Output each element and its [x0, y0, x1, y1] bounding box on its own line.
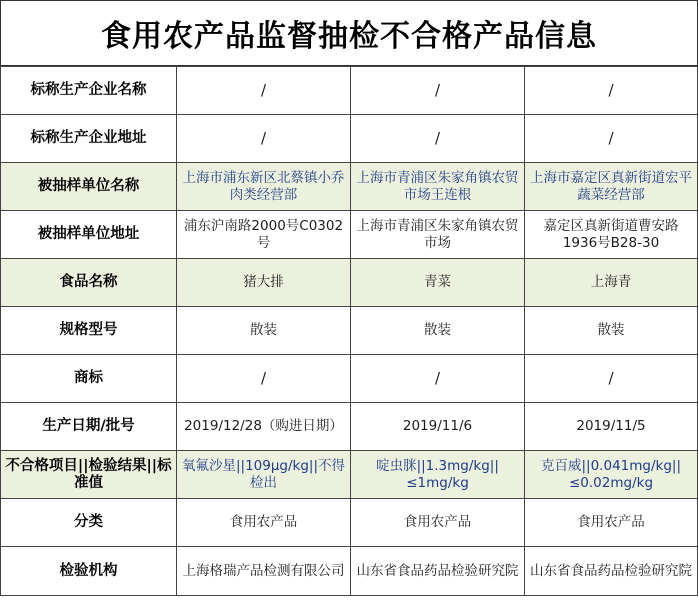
table-cell: 猪大排 [177, 259, 351, 307]
row-label: 被抽样单位地址 [1, 211, 177, 259]
table-cell: 食用农产品 [351, 499, 525, 547]
table-cell: 食用农产品 [177, 499, 351, 547]
table-cell: / [351, 67, 525, 115]
row-label: 被抽样单位名称 [1, 163, 177, 211]
table-row [1, 403, 698, 451]
table-cell: 散装 [351, 307, 525, 355]
row-label: 标称生产企业名称 [1, 67, 177, 115]
table-cell: / [525, 355, 698, 403]
table-cell: 上海市青浦区朱家角镇农贸市场 [351, 211, 525, 259]
table-cell: 2019/11/5 [525, 403, 698, 451]
table-cell: / [351, 355, 525, 403]
table-cell: 上海市嘉定区真新街道宏平蔬菜经营部 [525, 163, 698, 211]
page-title: 食用农产品监督抽检不合格产品信息 [0, 0, 698, 66]
table-cell: 啶虫脒||1.3mg/kg||≤1mg/kg [351, 451, 525, 499]
table-cell: 氧氟沙星||109μg/kg||不得检出 [177, 451, 351, 499]
table-row [1, 547, 698, 596]
row-label: 商标 [1, 355, 177, 403]
table-cell: 嘉定区真新街道曹安路1936号B28-30 [525, 211, 698, 259]
table-cell: / [177, 67, 351, 115]
table-cell: 2019/11/6 [351, 403, 525, 451]
table-cell: 上海市浦东新区北蔡镇小乔肉类经营部 [177, 163, 351, 211]
table-row [1, 307, 698, 355]
table-row [1, 211, 698, 259]
table-cell: / [525, 67, 698, 115]
row-label: 标称生产企业地址 [1, 115, 177, 163]
table-cell: 上海青 [525, 259, 698, 307]
table-cell: 克百威||0.041mg/kg||≤0.02mg/kg [525, 451, 698, 499]
table-row [1, 115, 698, 163]
table-row [1, 67, 698, 115]
table-cell: 2019/12/28（购进日期） [177, 403, 351, 451]
table-cell: 食用农产品 [525, 499, 698, 547]
table-row [1, 451, 698, 499]
table-cell: 散装 [177, 307, 351, 355]
table-row [1, 499, 698, 547]
row-label: 规格型号 [1, 307, 177, 355]
table-cell: 山东省食品药品检验研究院 [525, 547, 698, 596]
row-label: 食品名称 [1, 259, 177, 307]
info-table [0, 66, 698, 596]
table-cell: 散装 [525, 307, 698, 355]
table-row [1, 259, 698, 307]
row-label: 检验机构 [1, 547, 177, 596]
table-row [1, 163, 698, 211]
table-cell: / [351, 115, 525, 163]
table-cell: 青菜 [351, 259, 525, 307]
row-label: 分类 [1, 499, 177, 547]
table-cell: 上海格瑞产品检测有限公司 [177, 547, 351, 596]
table-cell: / [177, 355, 351, 403]
table-cell: 山东省食品药品检验研究院 [351, 547, 525, 596]
table-cell: 浦东沪南路2000号C0302号 [177, 211, 351, 259]
table-cell: 上海市青浦区朱家角镇农贸市场王连根 [351, 163, 525, 211]
table-cell: / [177, 115, 351, 163]
row-label: 生产日期/批号 [1, 403, 177, 451]
row-label: 不合格项目||检验结果||标准值 [1, 451, 177, 499]
table-cell: / [525, 115, 698, 163]
table-row [1, 355, 698, 403]
